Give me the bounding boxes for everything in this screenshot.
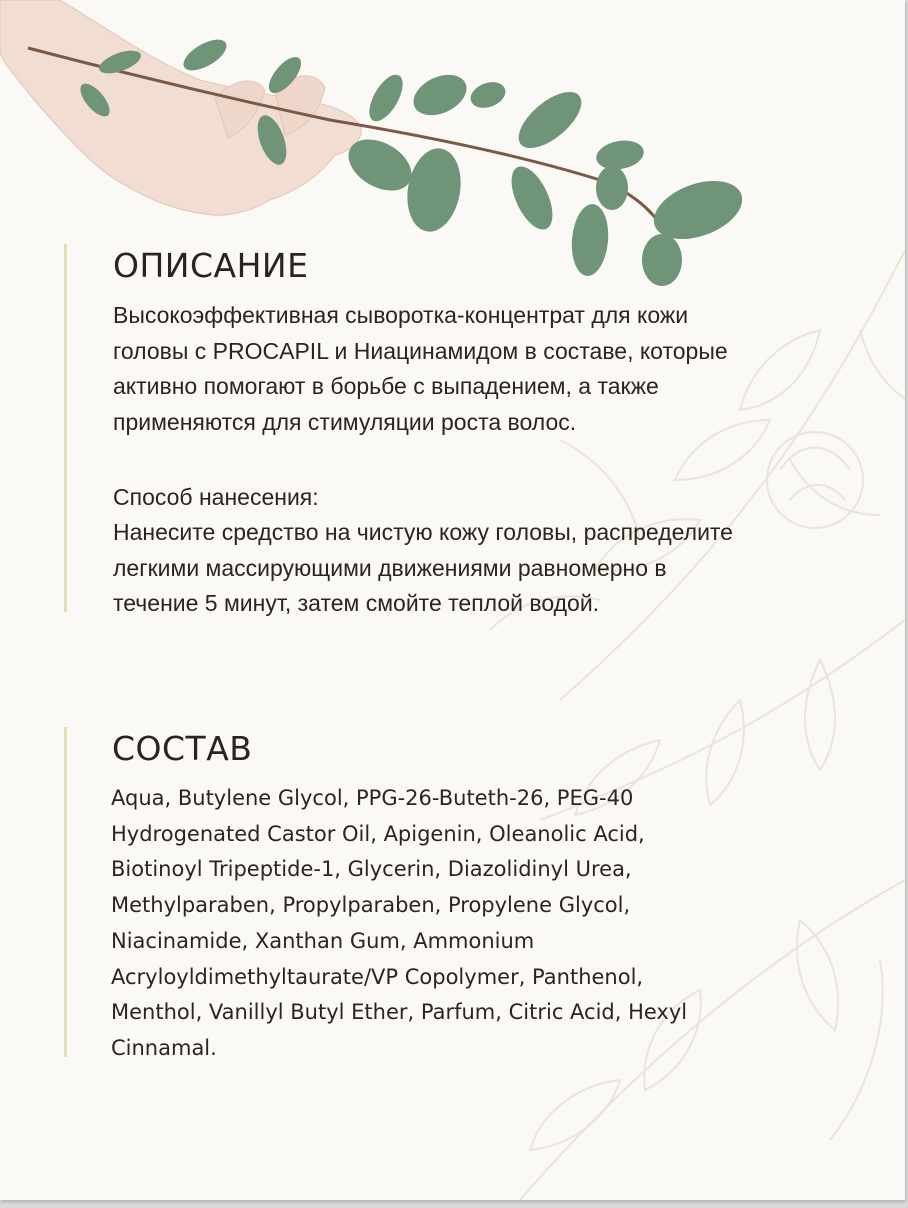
method-text: Нанесите средство на чистую кожу головы, распределите легкими массирующими движениями равномерно в течение 5 минут, затем смойте теплой водой.	[113, 519, 733, 616]
method-label: Способ нанесения:	[113, 484, 319, 510]
composition-title: СОСТАВ	[112, 729, 253, 768]
hand-illustration	[0, 0, 361, 215]
description-accent-bar	[64, 244, 67, 612]
composition-accent-bar	[64, 727, 67, 1057]
composition-text: Aqua, Butylene Glycol, PPG-26-Buteth-26, PEG-40 Hydrogenated Castor Oil, Apigenin, Oleanolic Acid, Biotinoyl Tripeptide-1, Glycerin, Diazolidinyl Urea, Methylparaben, Propylparaben, Propylene Glycol, Niacinamide, Xanthan Gum, Ammonium Acryloyldimethyltaurate/VP Copolymer, Panthenol, Menthol, Vanillyl Butyl Ether, Parfum, Citric Acid, Hexyl Cinnamal.	[111, 786, 688, 1060]
description-title: ОПИСАНИЕ	[113, 246, 309, 285]
description-text: Высокоэффективная сыворотка-концентрат для кожи головы с PROCAPIL и Ниацинамидом в составе, которые активно помогают в борьбе с выпадением, а также применяются для стимуляции роста волос.	[113, 302, 728, 435]
